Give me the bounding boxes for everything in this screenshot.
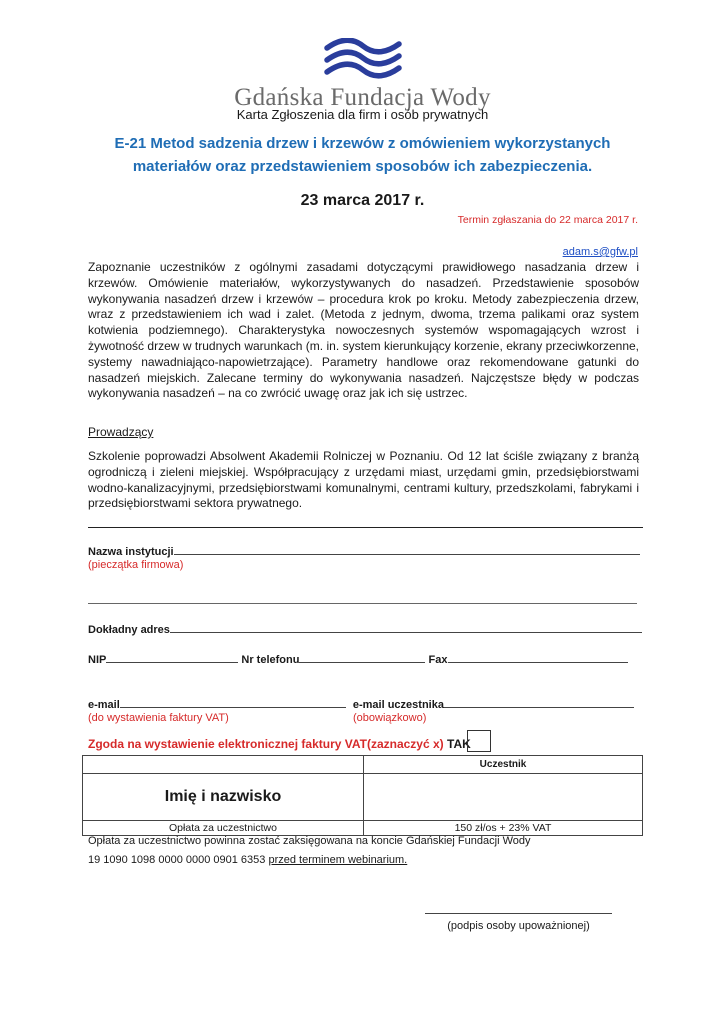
form-subtitle: Karta Zgłoszenia dla firm i osób prywatnych	[236, 107, 489, 122]
institution-label: Nazwa instytucji	[88, 546, 174, 558]
nip-field[interactable]	[106, 652, 238, 663]
fee-value-cell: 150 zł/os + 23% VAT	[364, 821, 643, 836]
consent-label: Zgoda na wystawienie elektronicznej faktury VAT(zaznaczyć x)	[88, 737, 444, 751]
phone-label: Nr telefonu	[241, 654, 300, 666]
payment-deadline-note: przed terminem webinarium.	[268, 854, 408, 866]
consent-yes-label: TAK	[447, 737, 471, 751]
organization-logo	[0, 38, 725, 112]
email-field[interactable]	[120, 697, 346, 708]
e-invoice-consent	[88, 737, 471, 751]
fax-label: Fax	[428, 654, 448, 666]
payment-line-1: Opłata za uczestnictwo powinna zostać zaksięgowana na koncie Gdańskiej Fundacji Wody	[88, 835, 531, 847]
consent-checkbox[interactable]	[467, 730, 491, 752]
institution-note: (pieczątka firmowa)	[88, 559, 184, 571]
organization-name: Gdańska Fundacja Wody	[234, 84, 491, 111]
fax-field[interactable]	[448, 652, 628, 663]
course-title-line-2: materiałów oraz przedstawieniem sposobów ich zabezpieczenia.	[132, 158, 593, 175]
address-field[interactable]	[170, 622, 642, 633]
payment-line-2	[88, 851, 530, 870]
institution-field[interactable]	[174, 544, 640, 555]
contact-email-link[interactable]: adam.s@gfw.pl	[562, 246, 638, 258]
fee-label-cell: Opłata za uczestnictwo	[83, 821, 364, 836]
email-note: (do wystawienia faktury VAT)	[88, 712, 229, 724]
instructor-description: Szkolenie poprowadzi Absolwent Akademii Rolniczej w Poznaniu. Od 12 lat ściśle związany z branżą ogrodniczą i zieleni miejskiej. Współpracujący z urzędami miast, urzędami gmin, przedsiębiorstwami wodno-kanalizacyjnymi, przedsiębiorstwami komunalnymi, centrami kultury, przedszkolami, fabrykami i przedsiębiorstwami sektora prywatnego.	[88, 449, 639, 511]
email-label: e-mail	[88, 699, 120, 711]
payment-info	[88, 832, 530, 870]
section-divider	[88, 527, 643, 528]
institution-extra-line[interactable]	[88, 603, 637, 604]
nip-label: NIP	[88, 654, 107, 666]
instructor-heading: Prowadzący	[88, 425, 154, 439]
course-description: Zapoznanie uczestników z ogólnymi zasadami dotyczącymi prawidłowego nasadzania drzew i krzewów. Omówienie materiałów, wykorzystywanych do nasadzeń. Przedstawienie sposobów wykonywania nasadzeń drzew i krzewów – procedura krok po kroku. Metody zabezpieczenia drzew, wraz z przedstawieniem ich wad i zalet. (Metoda z jednym, dwoma, trzema palikami oraz system kotwienia podziemnego). Charakterystyka nowoczesnych systemów wspomagających wzrost i żywotność drzew w trudnych warunkach (m. in. system kierunkujący korzenie, ekrany przeciwkorzenne, systemy nawadniająco-napowietrzające). Parametry handlowe oraz rekomendowane gatunki do nasadzeń miejskich. Zalecane terminy do wykonywania nasadzeń. Najczęstsze błędy w podczas wykonywania nasadzeń – na co zwrócić uwagę oraz jak ich się ustrzec.	[88, 260, 639, 401]
participant-name-field[interactable]	[364, 774, 643, 821]
address-row	[88, 622, 642, 636]
phone-field[interactable]	[299, 652, 425, 663]
waves-icon	[323, 38, 403, 80]
institution-row	[88, 544, 640, 558]
participant-email-label: e-mail uczestnika	[352, 699, 444, 711]
name-label-cell: Imię i nazwisko	[83, 774, 364, 821]
nip-phone-fax-row	[88, 652, 628, 666]
participant-email-note: (obowiązkowo)	[353, 712, 427, 724]
email-row	[88, 697, 634, 711]
signature-line[interactable]	[425, 913, 612, 914]
participant-email-field[interactable]	[444, 697, 634, 708]
course-title	[60, 132, 665, 178]
bank-account-number: 19 1090 1098 0000 0000 0901 6353	[88, 854, 266, 866]
table-header-empty	[83, 756, 364, 774]
course-date: 23 marca 2017 r.	[300, 192, 425, 209]
table-header-participant: Uczestnik	[364, 756, 643, 774]
signature-label: (podpis osoby upoważnionej)	[447, 920, 590, 932]
participant-table	[82, 755, 643, 836]
course-title-line-1: E-21 Metod sadzenia drzew i krzewów z omówieniem wykorzystanych	[114, 135, 611, 152]
registration-deadline: Termin zgłaszania do 22 marca 2017 r.	[457, 214, 638, 226]
address-label: Dokładny adres	[88, 624, 170, 636]
